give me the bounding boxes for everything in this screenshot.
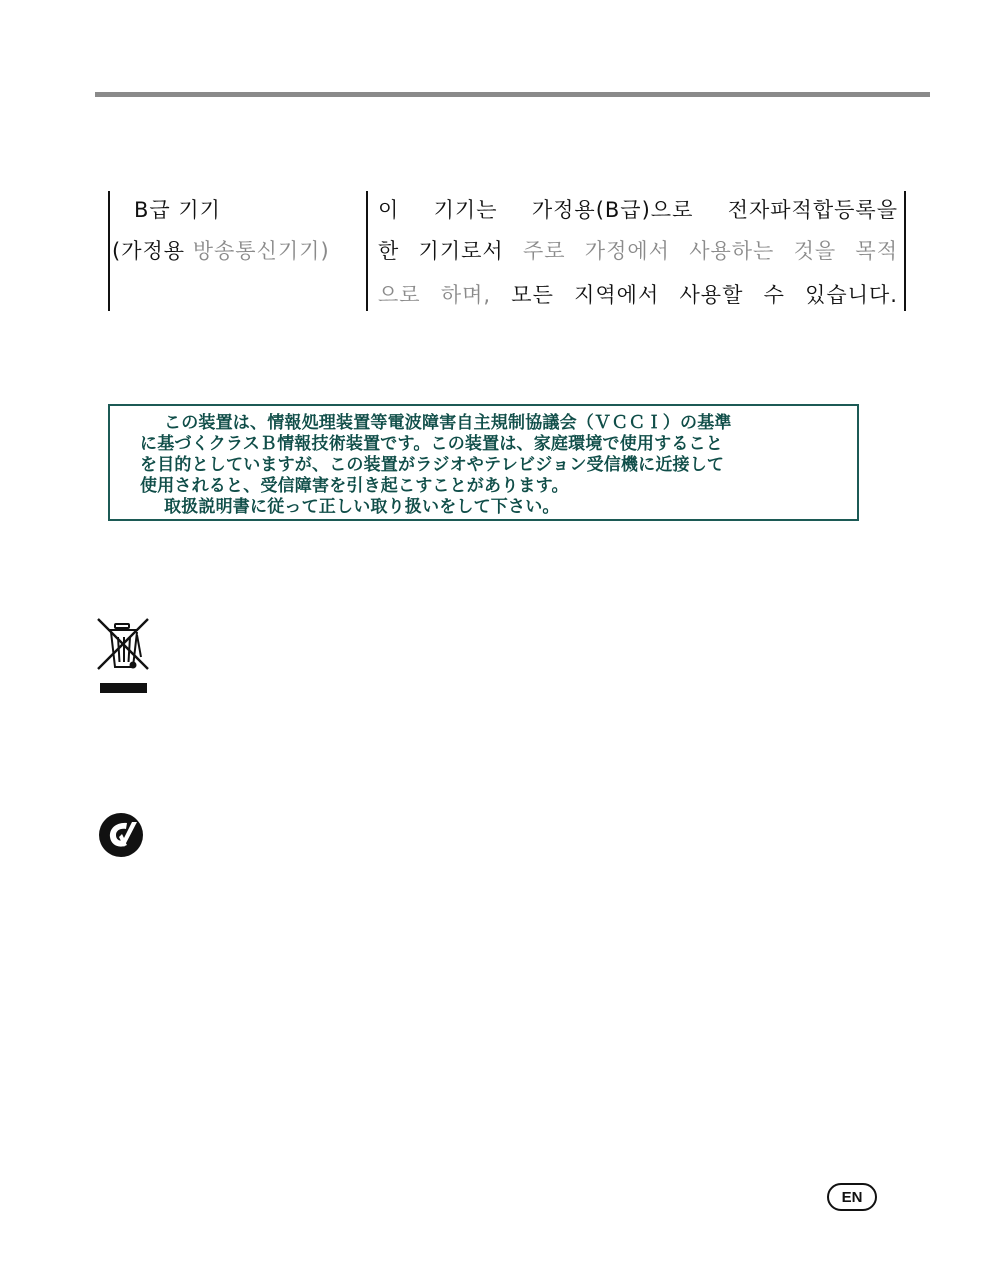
- vcci-line-1: この装置は、情報処理装置等電波障害自主規制協議会（ＶＣＣＩ）の基準: [164, 413, 732, 433]
- kc-class-description: (가정용 방송통신기기): [112, 239, 330, 263]
- vcci-line-3: を目的としていますが、この装置がラジオやテレビジョン受信機に近接して: [140, 455, 725, 475]
- kc-class-column: [110, 191, 366, 311]
- kc-statement-line-2: 한 기기로서 주로 가정에서 사용하는 것을 목적: [378, 239, 898, 263]
- vcci-line-2: に基づくクラスＢ情報技術装置です。この装置は、家庭環境で使用すること: [140, 434, 723, 454]
- kc-statement-line-1: 이 기기는 가정용(B급)으로 전자파적합등록을: [378, 198, 898, 222]
- vcci-line-4: 使用されると、受信障害を引き起こすことがあります。: [140, 476, 569, 496]
- kc-statement-line-3: 으로 하며, 모든 지역에서 사용할 수 있습니다.: [378, 283, 898, 307]
- vcci-line-5: 取扱説明書に従って正しい取り扱いをして下さい。: [164, 497, 560, 517]
- table-right-border: [904, 191, 906, 311]
- language-badge: EN: [827, 1183, 877, 1211]
- vcci-notice-box: [108, 404, 859, 521]
- kc-statement-column: [368, 191, 904, 311]
- kc-class-label: B급 기기: [134, 198, 221, 222]
- c-tick-mark-icon: [97, 811, 145, 859]
- kc-notice-table: [108, 191, 906, 311]
- crossed-out-wheelie-bin-icon: [96, 617, 154, 695]
- header-rule: [95, 92, 930, 97]
